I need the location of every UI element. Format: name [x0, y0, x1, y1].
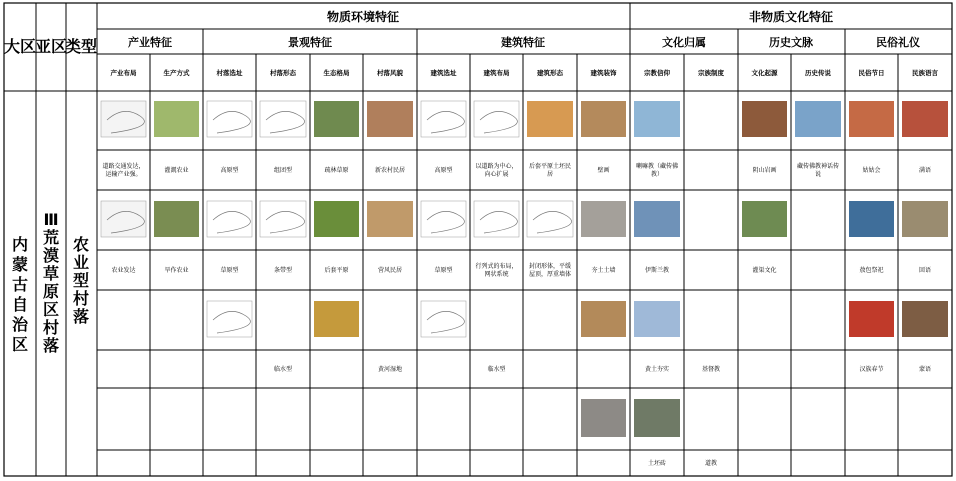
- cell-text: 伊斯兰教: [644, 267, 670, 274]
- photo-image: [581, 399, 626, 437]
- subcolumn-header: 宗族制度: [698, 69, 724, 77]
- photo-image: [314, 301, 359, 337]
- sub-region-value: 村: [42, 318, 60, 337]
- cell-text: 后套平原土坯民: [528, 163, 572, 170]
- subcolumn-header: 建筑形态: [537, 69, 563, 77]
- cell-text: 蒙语: [918, 366, 932, 373]
- cell-text: 高原型: [434, 167, 453, 174]
- photo-image: [314, 201, 359, 237]
- cell-text: 农业发达: [111, 267, 136, 274]
- type-value: 落: [72, 307, 90, 326]
- cell-text: 行列式的布局，: [475, 263, 518, 270]
- photo-image: [902, 101, 948, 137]
- cell-text: 运输产业强。: [105, 171, 142, 178]
- major-region-value: 蒙: [11, 255, 29, 274]
- subcolumn-header: 村落风貌: [377, 69, 403, 77]
- cell-text: 临水型: [487, 366, 506, 373]
- cell-text: 土坯砖: [647, 460, 667, 467]
- subcolumn-header: 民族语言: [912, 69, 938, 77]
- sub-region-value: 漠: [42, 246, 60, 265]
- photo-image: [634, 301, 680, 337]
- photo-image: [367, 101, 413, 137]
- sub-region-value: 落: [42, 336, 60, 355]
- cell-text: 疏林草原: [324, 167, 349, 174]
- subcolumn-header: 建筑装饰: [590, 69, 617, 77]
- photo-image: [849, 201, 894, 237]
- cell-text: 灌溉农业: [164, 167, 189, 174]
- cell-text: 道教: [704, 460, 718, 467]
- cell-text: 屋顶，厚重墙体: [528, 271, 572, 278]
- cell-text: 临水型: [273, 366, 293, 373]
- cell-text: 网状系统: [484, 271, 509, 278]
- cell-text: 黄土夯实: [644, 366, 670, 373]
- sub-region-value: 草: [42, 264, 60, 283]
- cell-text: 后套平原: [324, 267, 349, 274]
- cell-text: 灌渠文化: [752, 267, 777, 274]
- cell-text: 封闭形体，平缓: [528, 263, 572, 270]
- cell-text: 汉族春节: [859, 366, 884, 373]
- cell-text: 草原型: [434, 267, 453, 274]
- cell-text: 道路交通发达，: [102, 163, 145, 170]
- major-region-value: 治: [11, 315, 29, 334]
- cell-text: 基督教: [701, 366, 721, 373]
- type-value: 村: [72, 289, 90, 308]
- major-region-value: 内: [11, 235, 29, 254]
- sub-region-value: 区: [42, 300, 60, 319]
- photo-image: [902, 201, 948, 237]
- category-architecture: 建筑特征: [501, 36, 545, 49]
- cell-text: 高原型: [220, 167, 239, 174]
- cell-text: 组团型: [273, 167, 293, 174]
- category-folk: 民俗礼仪: [876, 36, 920, 49]
- group-nonmaterial: 非物质文化特征: [748, 10, 834, 24]
- photo-image: [742, 101, 787, 137]
- cell-text: 回语: [918, 267, 932, 274]
- subcolumn-header: 生态格局: [323, 69, 350, 77]
- subcolumn-header: 村落选址: [216, 69, 243, 77]
- subcolumn-header: 文化起源: [751, 69, 778, 77]
- photo-image: [154, 201, 199, 237]
- photo-image: [314, 101, 359, 137]
- category-industry: 产业特征: [128, 36, 172, 49]
- cell-text: 居: [546, 171, 554, 178]
- cell-text: 条带型: [273, 267, 293, 274]
- photo-image: [154, 101, 199, 137]
- subcolumn-header: 建筑选址: [430, 69, 457, 77]
- cell-text: 旱作农业: [164, 267, 189, 274]
- type-value: 业: [72, 253, 90, 272]
- cell-text: 壁画: [597, 167, 610, 174]
- cell-text: 藏传佛教神话传: [796, 163, 840, 170]
- sub-region-value: Ⅲ: [43, 210, 59, 229]
- header-sub-region: 亚区: [34, 37, 68, 56]
- cell-text: 新农村民居: [374, 167, 406, 174]
- major-region-value: 古: [11, 275, 29, 294]
- photo-image: [634, 399, 680, 437]
- cell-text: 向心扩展: [484, 171, 509, 178]
- photo-image: [902, 301, 948, 337]
- major-region-value: 自: [11, 295, 29, 314]
- sub-region-value: 原: [42, 282, 60, 301]
- cell-text: 夯土土墙: [591, 267, 616, 274]
- photo-image: [581, 301, 626, 337]
- subcolumn-header: 宗教信仰: [644, 69, 670, 77]
- cell-text: 黄河湿地: [377, 366, 403, 373]
- cell-text: 姑姑会: [862, 167, 881, 174]
- photo-image: [742, 201, 787, 237]
- subcolumn-header: 民俗节日: [858, 69, 885, 77]
- sub-region-value: 荒: [42, 228, 60, 247]
- type-value: 农: [72, 235, 90, 254]
- cell-text: 教）: [650, 171, 664, 178]
- photo-image: [634, 101, 680, 137]
- subcolumn-header: 生产方式: [163, 69, 190, 77]
- photo-image: [367, 201, 413, 237]
- subcolumn-header: 建筑布局: [483, 69, 510, 77]
- photo-image: [849, 301, 894, 337]
- cell-text: 营风民居: [377, 267, 403, 274]
- subcolumn-header: 村落形态: [270, 69, 296, 77]
- header-type: 类型: [64, 37, 98, 56]
- category-landscape: 景观特征: [288, 36, 332, 49]
- cell-text: 敖包祭祀: [859, 267, 884, 274]
- photo-image: [795, 101, 841, 137]
- photo-image: [527, 101, 573, 137]
- photo-image: [581, 101, 626, 137]
- header-major-region: 大区: [3, 37, 37, 56]
- cell-text: 草原型: [220, 267, 239, 274]
- subcolumn-header: 历史传说: [805, 69, 831, 77]
- cell-text: 以道路为中心，: [475, 163, 518, 170]
- photo-image: [634, 201, 680, 237]
- category-culture: 文化归属: [662, 36, 706, 49]
- major-region-value: 区: [11, 335, 29, 354]
- group-material: 物质环境特征: [326, 10, 400, 24]
- category-history: 历史文脉: [769, 36, 813, 49]
- photo-image: [581, 201, 626, 237]
- cell-text: 满语: [918, 167, 932, 174]
- type-value: 型: [72, 271, 90, 290]
- subcolumn-header: 产业布局: [110, 69, 137, 77]
- cell-text: 阴山岩画: [752, 167, 777, 174]
- cell-text: 喇嘛教（藏传佛: [635, 163, 679, 170]
- cell-text: 说: [814, 171, 822, 178]
- photo-image: [849, 101, 894, 137]
